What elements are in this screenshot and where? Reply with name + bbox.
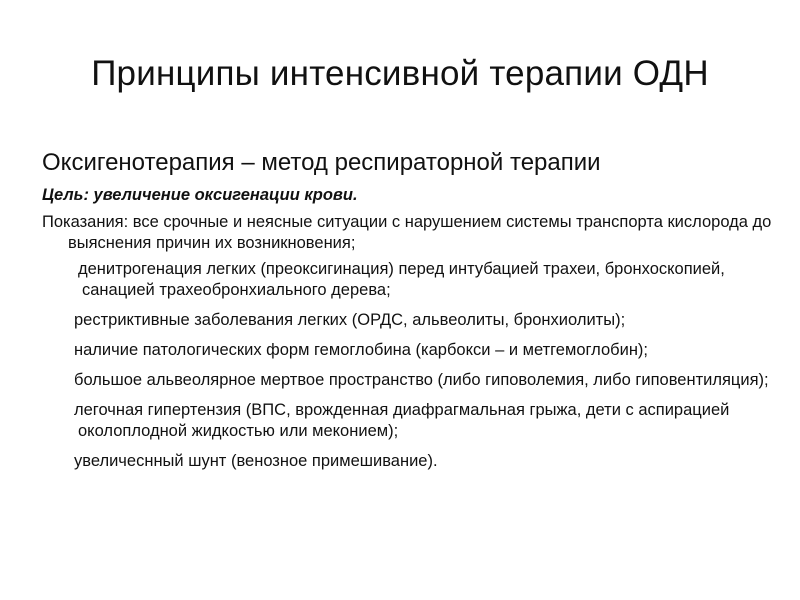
- goal-text: Цель: увеличение оксигенации крови.: [42, 186, 358, 204]
- indication-item: денитрогенация легких (преоксигинация) перед интубацией трахеи, бронхоскопией, санацией трахеобронхиального дерева;: [78, 260, 725, 299]
- slide-subtitle: Оксигенотерапия – метод респираторной терапии: [42, 149, 601, 176]
- indications-intro: Показания: все срочные и неясные ситуации с нарушением системы транспорта кислорода до выяснения причин их возникновения;: [42, 213, 772, 252]
- indication-item: наличие патологических форм гемоглобина (карбокси – и метгемоглобин);: [74, 341, 649, 359]
- slide-title: Принципы интенсивной терапии ОДН: [91, 54, 709, 93]
- indications-list: [42, 212, 782, 472]
- indication-item: большое альвеолярное мертвое пространство (либо гиповолемия, либо гиповентиляция);: [74, 371, 769, 389]
- indication-item: рестриктивные заболевания легких (ОРДС, альвеолиты, бронхиолиты);: [74, 311, 626, 329]
- indication-item: легочная гипертензия (ВПС, врожденная диафрагмальная грыжа, дети с аспирацией околоплодной жидкостью или меконием);: [74, 401, 730, 440]
- indication-item: увеличеснный шунт (венозное примешивание).: [74, 452, 438, 470]
- slide-body: [42, 148, 782, 481]
